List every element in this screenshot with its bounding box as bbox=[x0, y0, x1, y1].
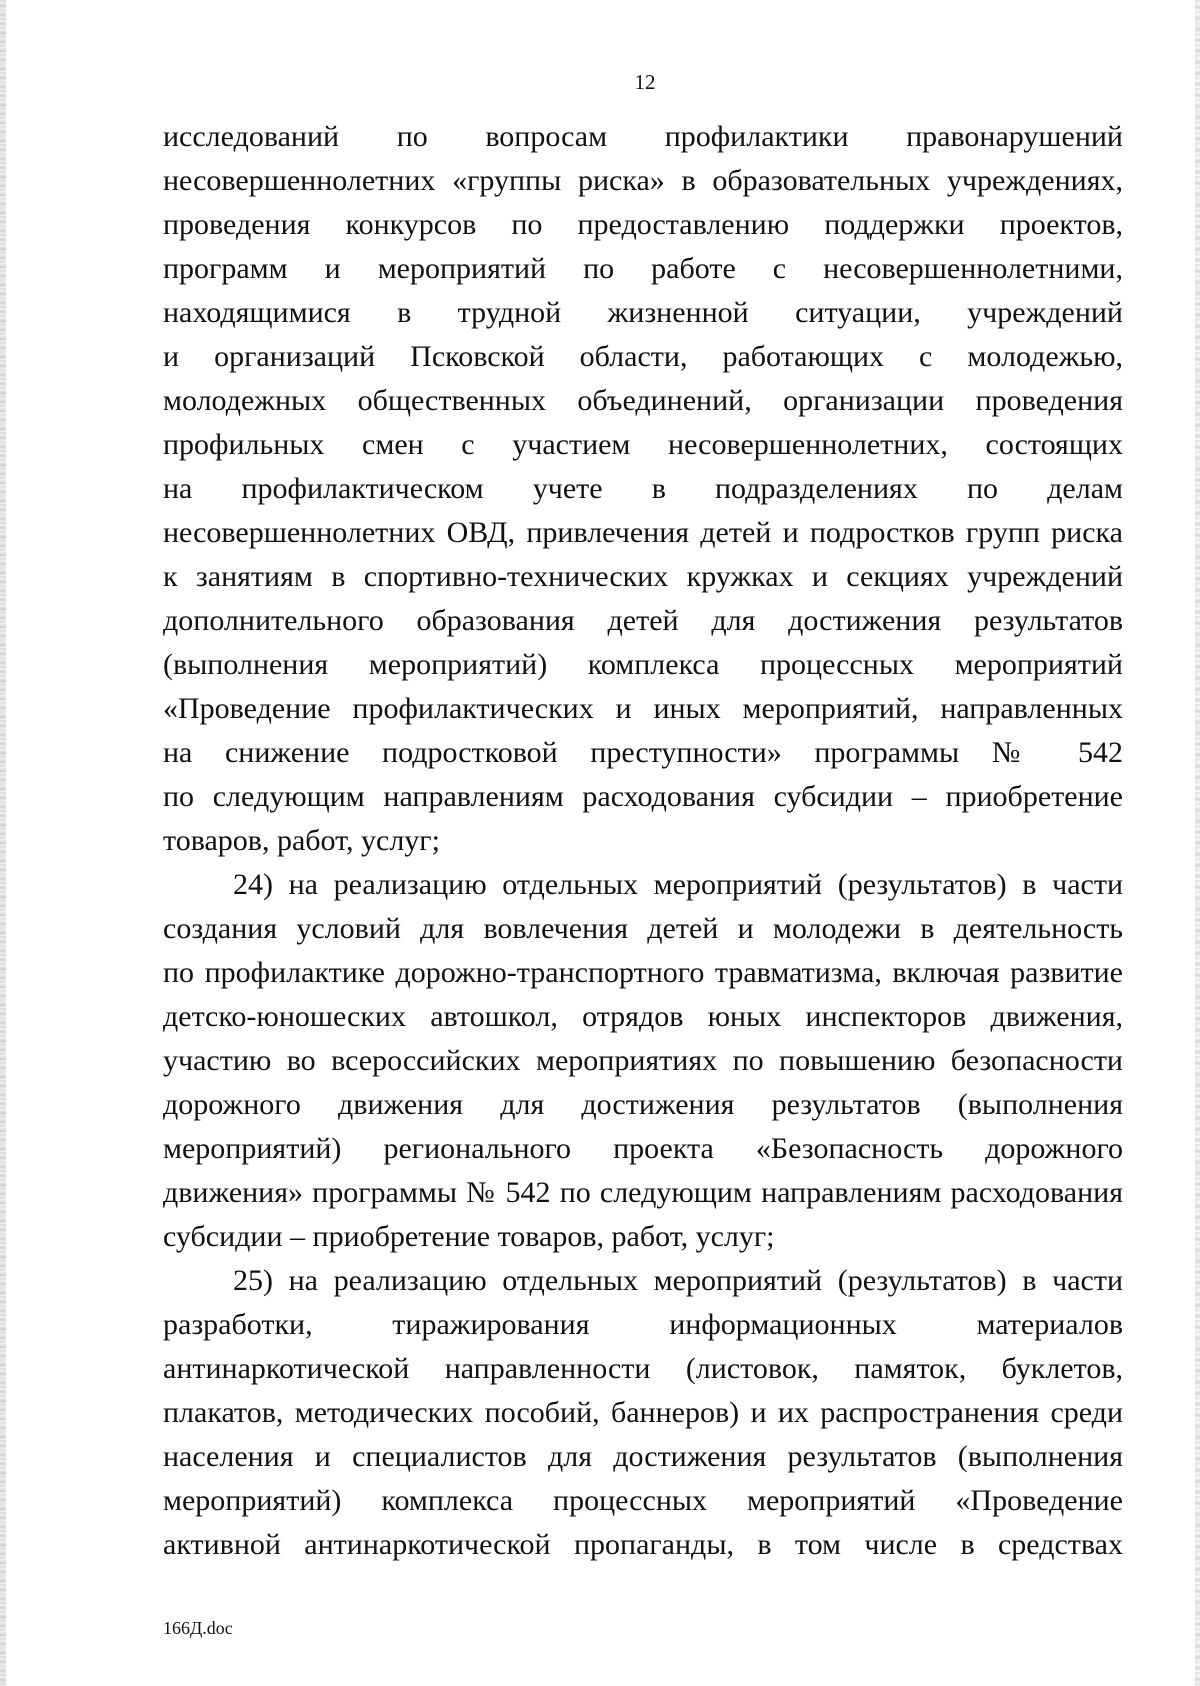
text-line: «Проведение профилактических и иных мероприятий, направленных bbox=[163, 692, 1123, 725]
document-body bbox=[163, 115, 1123, 1567]
text-line: субсидии – приобретение товаров, работ, услуг; bbox=[163, 1220, 775, 1253]
text-line: несовершеннолетних «группы риска» в образовательных учреждениях, bbox=[163, 164, 1123, 197]
footer-filename: 166Д.doc bbox=[163, 1618, 233, 1638]
paragraph-item-24 bbox=[163, 863, 1123, 1259]
page-number: 12 bbox=[634, 70, 656, 94]
scan-edge-right bbox=[1195, 0, 1200, 1686]
text-line: детско-юношеских автошкол, отрядов юных инспекторов движения, bbox=[163, 1000, 1123, 1033]
text-line: товаров, работ, услуг; bbox=[163, 824, 440, 857]
text-line: несовершеннолетних ОВД, привлечения детей и подростков групп риска bbox=[163, 516, 1123, 549]
text-line: по следующим направлениям расходования субсидии – приобретение bbox=[163, 780, 1123, 813]
text-line: проведения конкурсов по предоставлению поддержки проектов, bbox=[163, 208, 1123, 241]
text-line: 25) на реализацию отдельных мероприятий (результатов) в части bbox=[233, 1264, 1123, 1297]
text-line: на профилактическом учете в подразделениях по делам bbox=[163, 472, 1123, 505]
text-line: плакатов, методических пособий, баннеров) и их распространения среди bbox=[163, 1396, 1123, 1429]
paragraph-item-25 bbox=[163, 1259, 1123, 1567]
text-line: антинаркотической направленности (листовок, памяток, буклетов, bbox=[163, 1352, 1123, 1385]
text-line: находящимися в трудной жизненной ситуации, учреждений bbox=[163, 296, 1123, 329]
text-line: активной антинаркотической пропаганды, в том числе в средствах bbox=[163, 1528, 1123, 1561]
text-line: создания условий для вовлечения детей и молодежи в деятельность bbox=[163, 912, 1123, 945]
text-line: мероприятий) комплекса процессных мероприятий «Проведение bbox=[163, 1484, 1123, 1517]
text-line: участию во всероссийских мероприятиях по повышению безопасности bbox=[163, 1044, 1123, 1077]
text-line: движения» программы № 542 по следующим направлениям расходования bbox=[163, 1176, 1123, 1209]
scan-edge-left bbox=[0, 0, 6, 1686]
text-line: (выполнения мероприятий) комплекса процессных мероприятий bbox=[163, 648, 1123, 681]
text-line: на снижение подростковой преступности» программы № 542 bbox=[163, 736, 1123, 769]
text-line: к занятиям в спортивно-технических кружках и секциях учреждений bbox=[163, 560, 1123, 593]
text-line: 24) на реализацию отдельных мероприятий (результатов) в части bbox=[233, 868, 1123, 901]
text-line: исследований по вопросам профилактики правонарушений bbox=[163, 120, 1123, 153]
text-line: по профилактике дорожно-транспортного травматизма, включая развитие bbox=[163, 956, 1123, 989]
text-line: дополнительного образования детей для достижения результатов bbox=[163, 604, 1123, 637]
text-line: дорожного движения для достижения результатов (выполнения bbox=[163, 1088, 1123, 1121]
text-line: профильных смен с участием несовершеннолетних, состоящих bbox=[163, 428, 1123, 461]
text-line: разработки, тиражирования информационных материалов bbox=[163, 1308, 1123, 1341]
text-line: молодежных общественных объединений, организации проведения bbox=[163, 384, 1123, 417]
paragraph-continuation bbox=[163, 115, 1123, 863]
text-line: населения и специалистов для достижения результатов (выполнения bbox=[163, 1440, 1123, 1473]
text-line: мероприятий) регионального проекта «Безопасность дорожного bbox=[163, 1132, 1123, 1165]
text-line: программ и мероприятий по работе с несовершеннолетними, bbox=[163, 252, 1123, 285]
text-line: и организаций Псковской области, работающих с молодежью, bbox=[163, 340, 1123, 373]
